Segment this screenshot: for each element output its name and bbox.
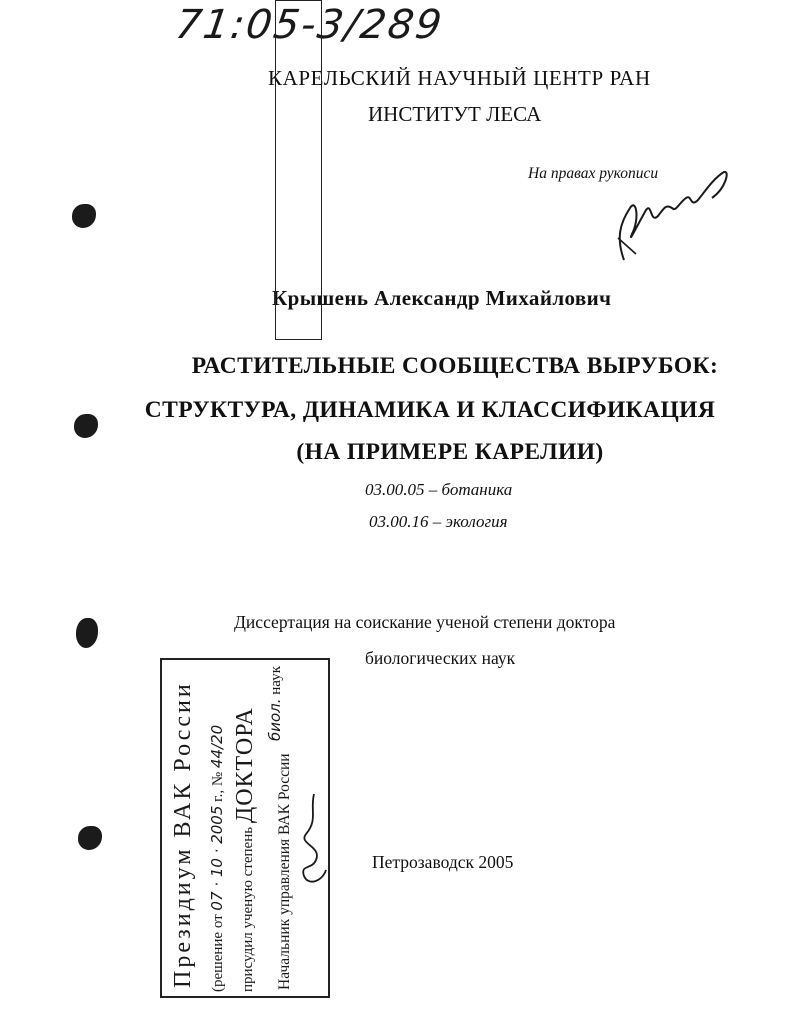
rights-note: На правах рукописи [528, 165, 659, 182]
stamp-heading: Президиум ВАК России [170, 681, 196, 988]
punch-hole-icon [78, 826, 102, 850]
stamp-degree [232, 652, 259, 992]
dissertation-line-1: Диссертация на соискание ученой степени доктора [234, 612, 616, 632]
stamp-head: Начальник управления ВАК России [276, 753, 293, 990]
stamp-signature-icon [292, 790, 336, 890]
stamp-decision-prefix: (решение от [210, 914, 226, 992]
stamp-decision [208, 652, 227, 992]
title-line-2: СТРУКТУРА, ДИНАМИКА И КЛАССИФИКАЦИЯ [144, 397, 716, 423]
stamp-degree: ДОКТОРА [232, 707, 258, 824]
punch-hole-icon [72, 204, 96, 228]
stamp-decision-date: 07 · 10 · 2005 [208, 805, 226, 911]
organization-name: КАРЕЛЬСКИЙ НАУЧНЫЙ ЦЕНТР РАН [268, 66, 651, 90]
punch-hole-icon [74, 414, 98, 438]
archive-number: 71:05-3/289 [172, 2, 447, 48]
stamp-field-suffix: наук [268, 666, 284, 695]
stamp-field-handwritten: биол. [266, 698, 284, 742]
signature-icon [606, 168, 736, 268]
stamp-degree-prefix: присудил ученую степень [240, 826, 256, 992]
title-line-3: (НА ПРИМЕРЕ КАРЕЛИИ) [296, 439, 604, 465]
stamp-decision-number-prefix: г., № [210, 771, 226, 802]
specialty-botany: 03.00.05 – ботаника [365, 480, 513, 499]
punch-hole-icon [76, 618, 98, 648]
specialty-ecology: 03.00.16 – экология [369, 512, 508, 531]
author-name: Крышень Александр Михайлович [272, 286, 612, 310]
stamp-inner-frame [275, 0, 322, 340]
stamp-decision-number: 44/20 [208, 724, 226, 769]
institute-name: ИНСТИТУТ ЛЕСА [368, 102, 542, 126]
city-year: Петрозаводск 2005 [372, 852, 514, 872]
dissertation-line-2: биологических наук [365, 648, 516, 668]
title-line-1: РАСТИТЕЛЬНЫЕ СООБЩЕСТВА ВЫРУБОК: [191, 353, 719, 379]
